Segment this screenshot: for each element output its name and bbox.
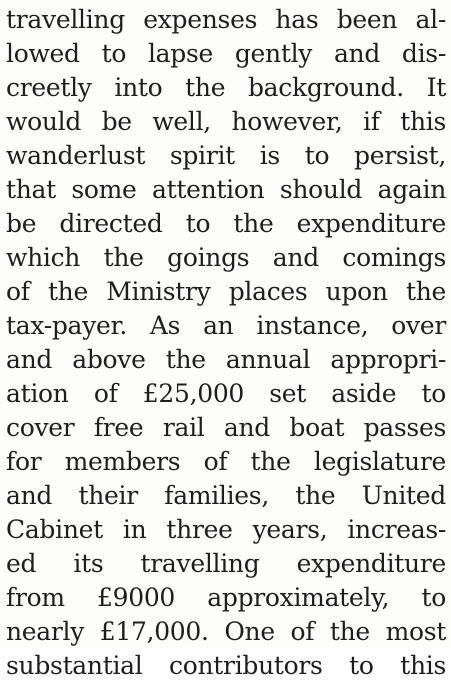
text-line: and above the annual appropri-	[6, 345, 446, 374]
text-line: would be well, however, if this	[6, 107, 446, 136]
text-line: of the Ministry places upon the	[6, 277, 446, 306]
text-line: and their families, the United	[6, 481, 446, 510]
text-line: Cabinet in three years, increas-	[6, 515, 446, 544]
text-line: for members of the legislature	[6, 447, 446, 476]
text-line: tax-payer. As an instance, over	[6, 311, 446, 340]
text-line: substantial contributors to this	[6, 651, 446, 680]
text-line: creetly into the background. It	[6, 73, 446, 102]
text-line: travelling expenses has been al-	[6, 5, 446, 34]
text-line: nearly £17,000. One of the most	[6, 617, 446, 646]
article-column	[6, 3, 446, 683]
text-line: ed its travelling expenditure	[6, 549, 446, 578]
text-line: cover free rail and boat passes	[6, 413, 446, 442]
text-line: from £9000 approximately, to	[6, 583, 446, 612]
text-line: that some attention should again	[6, 175, 446, 204]
text-line: wanderlust spirit is to persist,	[6, 141, 446, 170]
text-line: be directed to the expenditure	[6, 209, 446, 238]
text-line: ation of £25,000 set aside to	[6, 379, 446, 408]
text-line: which the goings and comings	[6, 243, 446, 272]
text-line: lowed to lapse gently and dis-	[6, 39, 446, 68]
